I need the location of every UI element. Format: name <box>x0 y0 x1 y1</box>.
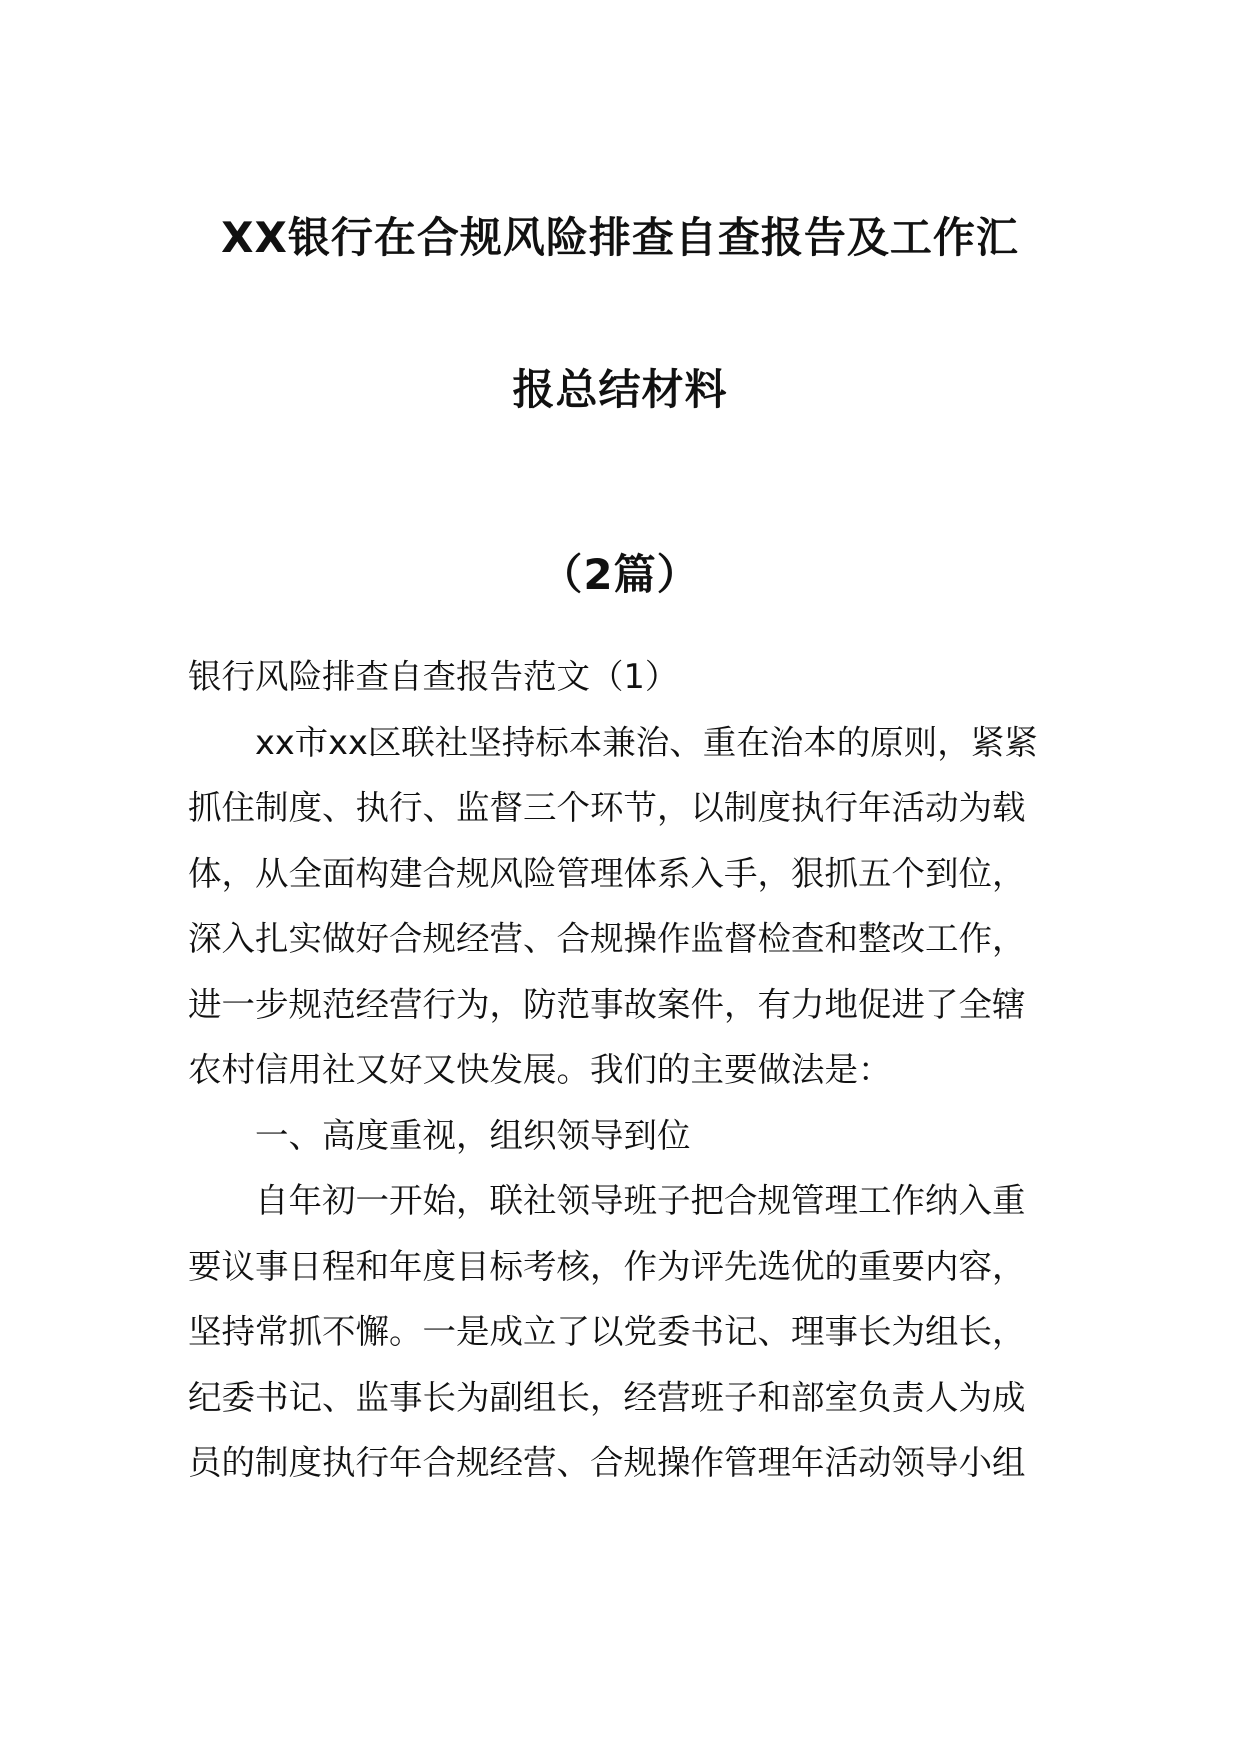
paragraph-line: 员的制度执行年合规经营、合规操作管理年活动领导小组 <box>188 1443 1026 1482</box>
paragraph-line: 自年初一开始，联社领导班子把合规管理工作纳入重 <box>255 1181 1026 1220</box>
section-heading: 银行风险排查自查报告范文（1） <box>188 657 679 696</box>
document-title-line-1: XX银行在合规风险排查自查报告及工作汇 <box>221 213 1019 262</box>
paragraph-line: 进一步规范经营行为，防范事故案件，有力地促进了全辖 <box>188 984 1026 1024</box>
paragraph-line: 体，从全面构建合规风险管理体系入手，狠抓五个到位， <box>188 853 1026 893</box>
paragraph-line: 纪委书记、监事长为副组长，经营班子和部室负责人为成 <box>188 1377 1026 1417</box>
paragraph-line: 要议事日程和年度目标考核，作为评先选优的重要内容， <box>188 1246 1026 1286</box>
paragraph-line: 坚持常抓不懈。一是成立了以党委书记、理事长为组长， <box>188 1312 1026 1351</box>
paragraph-line: 深入扎实做好合规经营、合规操作监督检查和整改工作， <box>188 919 1026 958</box>
document-title-line-2: 报总结材料 <box>512 365 728 414</box>
subsection-heading: 一、高度重视，组织领导到位 <box>255 1115 691 1155</box>
paragraph-line: 农村信用社又好又快发展。我们的主要做法是： <box>188 1050 892 1089</box>
paragraph-line: xx市xx区联社坚持标本兼治、重在治本的原则，紧紧 <box>255 722 1038 762</box>
paragraph-line: 抓住制度、执行、监督三个环节，以制度执行年活动为载 <box>188 788 1026 827</box>
document-body <box>188 644 1058 1496</box>
document-subtitle-count: （2篇） <box>540 550 700 599</box>
